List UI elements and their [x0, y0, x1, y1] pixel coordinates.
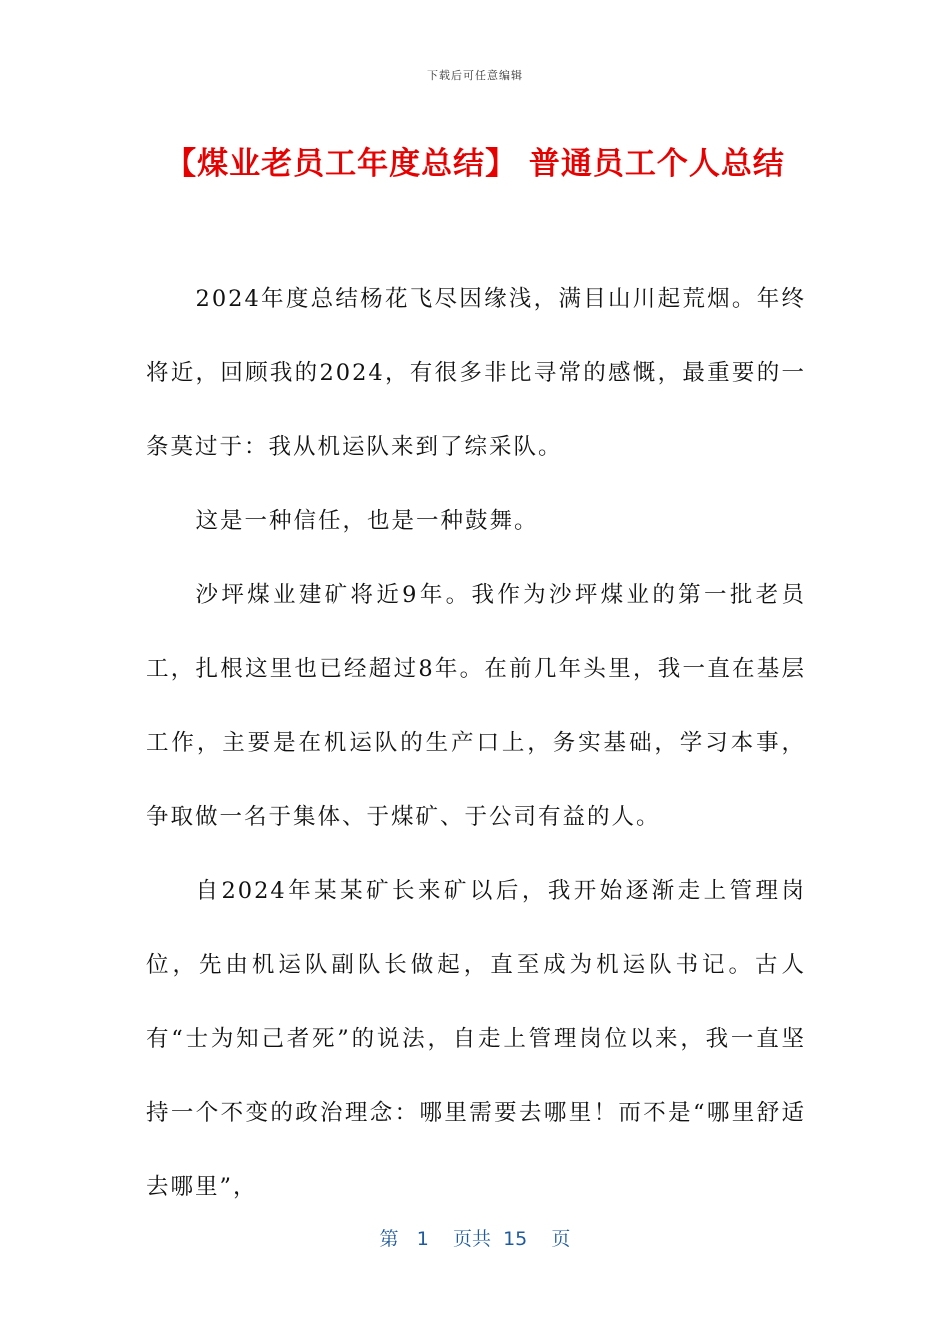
paragraph-1: 2024年度总结杨花飞尽因缘浅，满目山川起荒烟。年终将近，回顾我的2024，有很多非比寻常的感慨，最重要的一条莫过于：我从机运队来到了综采队。 [146, 286, 806, 460]
header-note: 下载后可任意编辑 [427, 69, 523, 82]
footer-mid: 页共 [452, 1228, 491, 1250]
footer-prefix: 第 [379, 1228, 399, 1250]
document-title: 【煤业老员工年度总结】 普通员工个人总结 [165, 146, 785, 182]
total-pages: 15 [503, 1228, 528, 1250]
paragraph-3: 沙坪煤业建矿将近9年。我作为沙坪煤业的第一批老员工，扎根这里也已经超过8年。在前几年头里，我一直在基层工作，主要是在机运队的生产口上，务实基础，学习本事，争取做一名于集体、于煤矿、于公司有益的人。 [146, 582, 806, 830]
page-number: 1 [416, 1228, 429, 1250]
footer-suffix: 页 [551, 1228, 571, 1250]
page-footer [0, 1224, 950, 1251]
document-body [146, 262, 806, 1224]
paragraph-4: 自2024年某某矿长来矿以后，我开始逐渐走上管理岗位，先由机运队副队长做起，直至成为机运队书记。古人有“士为知己者死”的说法，自走上管理岗位以来，我一直坚持一个不变的政治理念：哪里需要去哪里！而不是“哪里舒适去哪里”， [146, 878, 806, 1200]
paragraph-2: 这是一种信任，也是一种鼓舞。 [195, 508, 539, 534]
